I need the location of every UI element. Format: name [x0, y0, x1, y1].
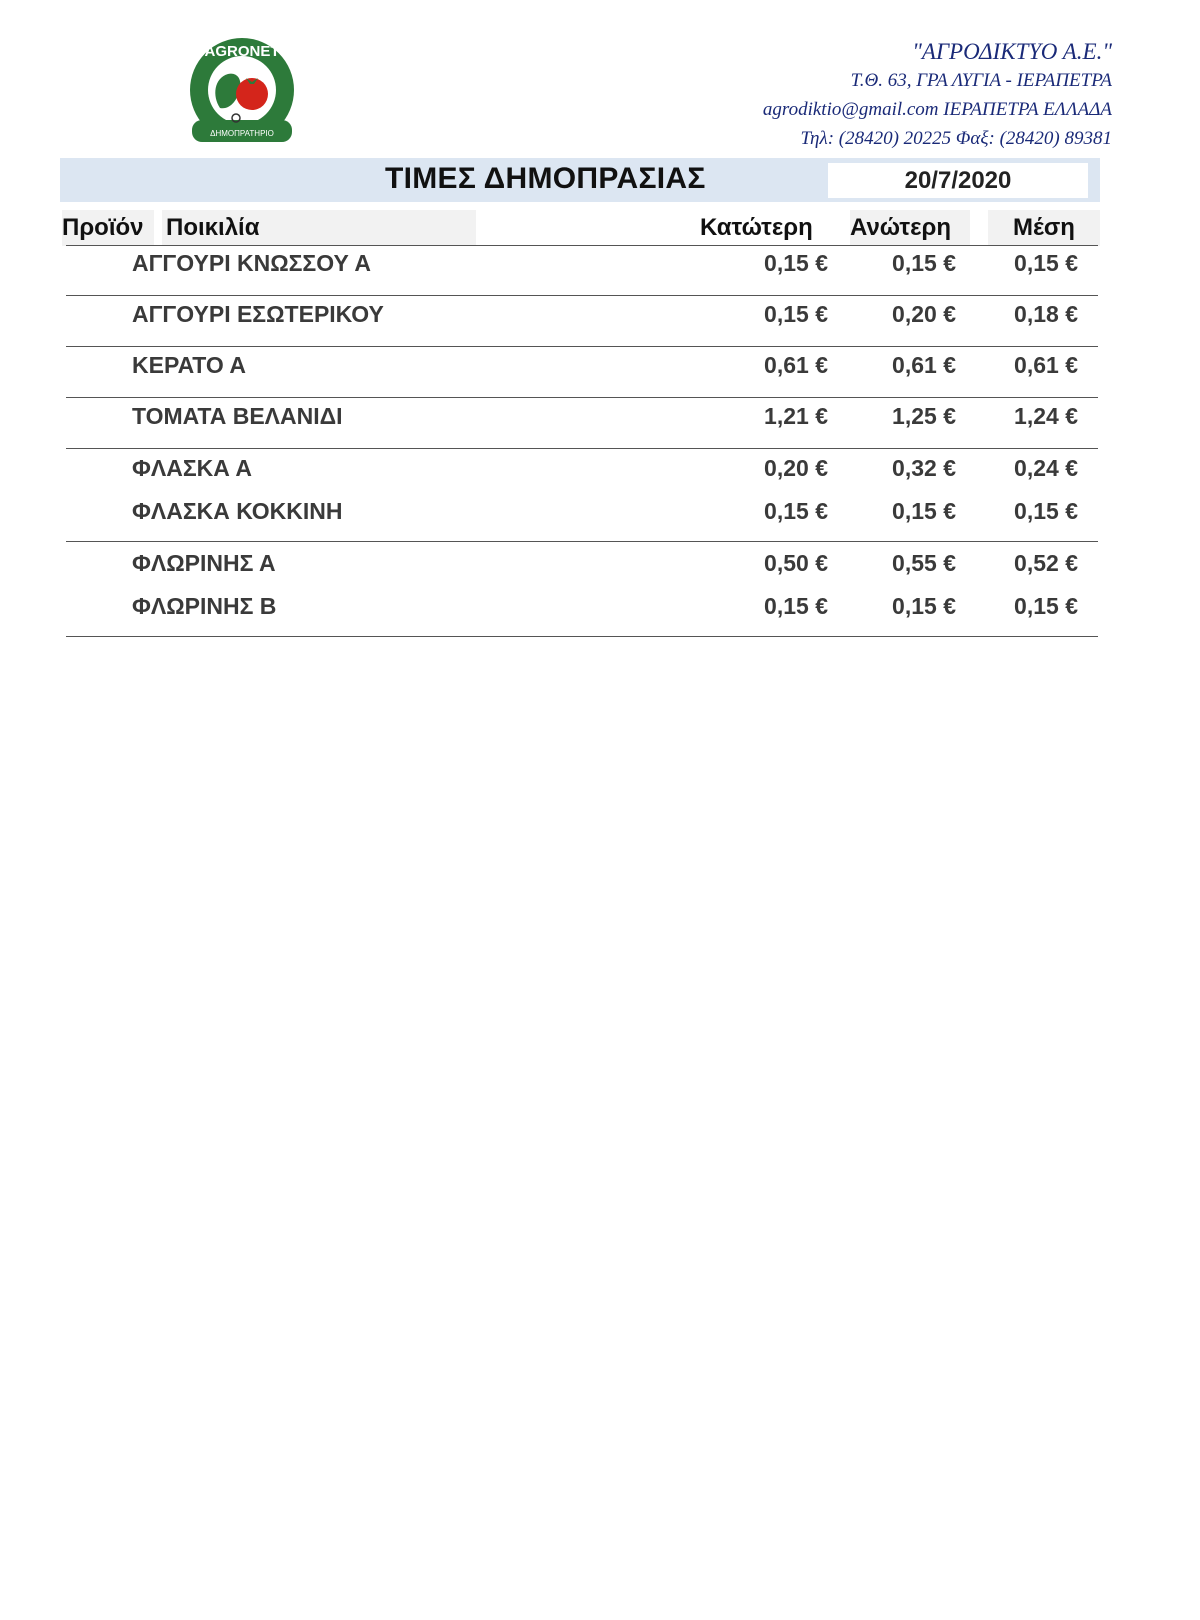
row-avg: 1,24 € [1014, 403, 1078, 429]
company-header [763, 38, 1112, 153]
row-avg: 0,15 € [1014, 498, 1078, 524]
row-divider [66, 346, 1098, 347]
row-min: 0,61 € [764, 352, 828, 378]
agronet-logo [184, 38, 300, 146]
row-name: ΦΛΩΡΙΝΗΣ Β [132, 593, 277, 619]
row-max: 0,20 € [892, 301, 956, 327]
column-header-max: Ανώτερη [850, 210, 970, 246]
row-min: 0,15 € [764, 593, 828, 619]
row-name: ΦΛΩΡΙΝΗΣ Α [132, 550, 276, 576]
page-title: ΤΙΜΕΣ ΔΗΜΟΠΡΑΣΙΑΣ [385, 162, 706, 195]
table-row [66, 250, 1098, 280]
auction-date: 20/7/2020 [828, 163, 1088, 198]
row-name: ΤΟΜΑΤΑ ΒΕΛΑΝΙΔΙ [132, 403, 343, 429]
column-header-min: Κατώτερη [700, 210, 826, 246]
row-max: 0,55 € [892, 550, 956, 576]
row-divider [66, 636, 1098, 637]
row-name: ΚΕΡΑΤΟ Α [132, 352, 246, 378]
row-divider [66, 295, 1098, 296]
company-email: agrodiktio@gmail.com ΙΕΡΑΠΕΤΡΑ ΕΛΛΑΔΑ [762, 99, 1112, 120]
row-min: 0,50 € [764, 550, 828, 576]
row-avg: 0,61 € [1014, 352, 1078, 378]
row-name: ΑΓΓΟΥΡΙ ΕΣΩΤΕΡΙΚΟΥ [132, 301, 384, 327]
table-row [66, 455, 1098, 485]
row-avg: 0,52 € [1014, 550, 1078, 576]
table-row [66, 593, 1098, 623]
row-min: 0,15 € [764, 301, 828, 327]
row-name: ΦΛΑΣΚΑ ΚΟΚΚΙΝΗ [132, 498, 343, 524]
row-avg: 0,15 € [1014, 593, 1078, 619]
column-header-product: Προϊόν [62, 210, 154, 246]
table-row [66, 403, 1098, 433]
row-name: ΦΛΑΣΚΑ Α [132, 455, 252, 481]
row-min: 0,15 € [764, 250, 828, 276]
logo-subtext: ΔΗΜΟΠΡΑΤΗΡΙΟ [210, 129, 274, 138]
row-max: 0,15 € [892, 498, 956, 524]
row-name: ΑΓΓΟΥΡΙ ΚΝΩΣΣΟΥ Α [132, 250, 371, 276]
row-max: 0,61 € [892, 352, 956, 378]
row-max: 0,15 € [892, 250, 956, 276]
row-min: 0,15 € [764, 498, 828, 524]
title-bar [60, 158, 1100, 202]
row-max: 1,25 € [892, 403, 956, 429]
row-min: 0,20 € [764, 455, 828, 481]
column-header-variety: Ποικιλία [162, 210, 476, 246]
row-avg: 0,24 € [1014, 455, 1078, 481]
table-row [66, 301, 1098, 331]
row-divider [66, 397, 1098, 398]
row-max: 0,32 € [892, 455, 956, 481]
row-avg: 0,18 € [1014, 301, 1078, 327]
table-row [66, 352, 1098, 382]
table-row [66, 498, 1098, 528]
row-min: 1,21 € [764, 403, 828, 429]
row-divider [66, 448, 1098, 449]
row-max: 0,15 € [892, 593, 956, 619]
row-avg: 0,15 € [1014, 250, 1078, 276]
company-name: "ΑΓΡΟΔΙΚΤΥΟ Α.Ε." [912, 39, 1112, 64]
table-row [66, 550, 1098, 580]
logo-text: AGRONET [204, 43, 280, 60]
header-divider [66, 245, 1098, 246]
company-phone: Τηλ: (28420) 20225 Φαξ: (28420) 89381 [800, 128, 1112, 149]
column-header-avg: Μέση [988, 210, 1100, 246]
company-address: Τ.Θ. 63, ΓΡΑ ΛΥΓΙΑ - ΙΕΡΑΠΕΤΡΑ [850, 70, 1112, 91]
row-divider [66, 541, 1098, 542]
